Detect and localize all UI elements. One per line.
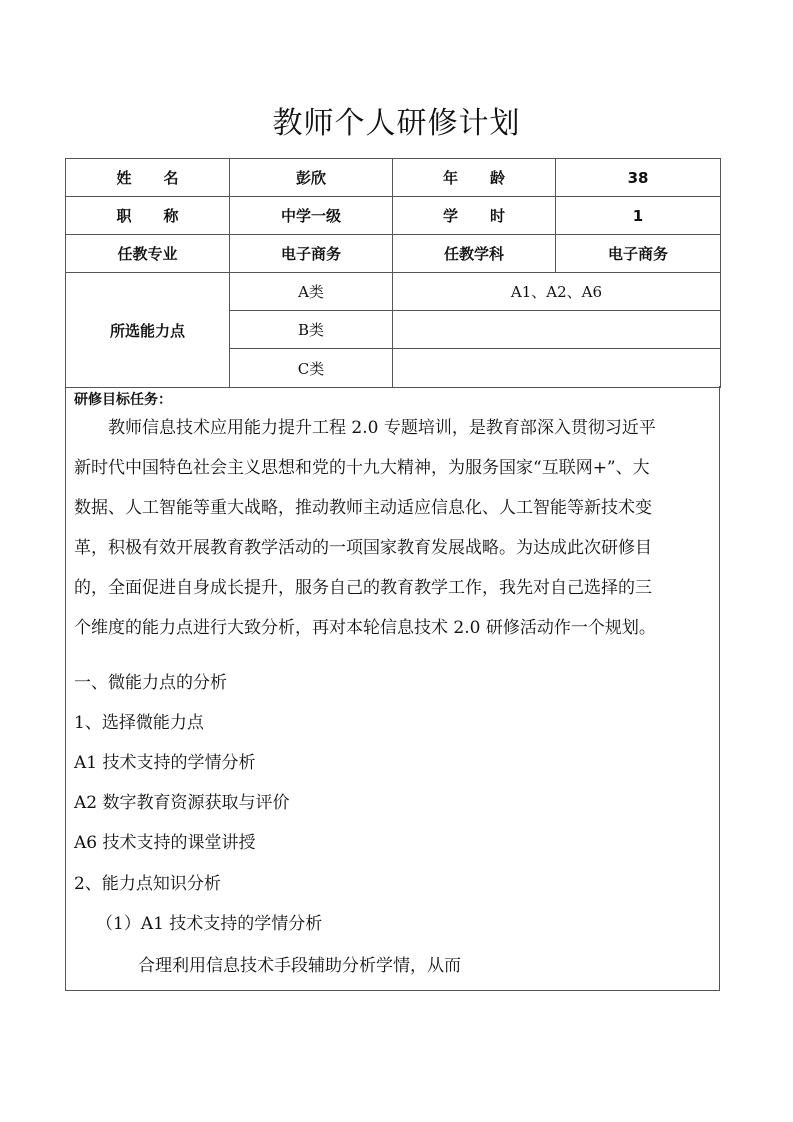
ability-point-item: A1 技术支持的学情分析 <box>74 753 256 773</box>
ability-value-a: A1、A2、A6 <box>393 273 721 311</box>
table-row <box>66 273 721 311</box>
label-char: 称 <box>163 207 179 225</box>
sub-item-1: （1）A1 技术支持的学情分析 <box>96 914 323 934</box>
page-title: 教师个人研修计划 <box>272 106 521 141</box>
ability-value-c <box>393 349 721 388</box>
ability-point-item: A6 技术支持的课堂讲授 <box>74 833 256 853</box>
intro-paragraph <box>74 408 714 648</box>
value-major: 电子商务 <box>230 235 393 273</box>
table-row <box>66 235 721 273</box>
sub-item-1-text: 合理利用信息技术手段辅助分析学情，从而 <box>138 956 461 976</box>
paragraph-line: 的，全面促进自身成长提升，服务自己的教育教学工作，我先对自己选择的三 <box>74 578 652 598</box>
label-major: 任教专业 <box>66 235 230 273</box>
ability-category-a: A类 <box>230 273 393 311</box>
label-char: 龄 <box>489 169 505 187</box>
paragraph-line: 个维度的能力点进行大致分析，再对本轮信息技术 2.0 研修活动作一个规划。 <box>74 618 656 638</box>
section-1-heading: 一、微能力点的分析 <box>74 673 227 693</box>
ability-category-c: C类 <box>230 349 393 388</box>
value-title: 中学一级 <box>230 197 393 235</box>
ability-value-b <box>393 311 721 349</box>
ability-point-item: A2 数字教育资源获取与评价 <box>74 793 290 813</box>
label-char: 名 <box>163 169 179 187</box>
label-char: 学 <box>443 207 459 225</box>
ability-category-b: B类 <box>230 311 393 349</box>
sub-heading-1: 1、选择微能力点 <box>74 713 204 733</box>
value-subject: 电子商务 <box>556 235 721 273</box>
label-name <box>66 159 230 197</box>
table-row <box>66 197 721 235</box>
label-ability-points: 所选能力点 <box>66 273 230 388</box>
label-char: 姓 <box>116 169 132 187</box>
info-table <box>65 158 721 388</box>
label-title <box>66 197 230 235</box>
content-section <box>65 386 720 991</box>
label-char: 时 <box>489 207 505 225</box>
value-hours: 1 <box>556 197 721 235</box>
label-subject: 任教学科 <box>393 235 556 273</box>
label-char: 年 <box>443 169 459 187</box>
paragraph-line: 新时代中国特色社会主义思想和党的十九大精神，为服务国家“互联网+”、大 <box>74 458 650 478</box>
value-age: 38 <box>556 159 721 197</box>
sub-heading-2: 2、能力点知识分析 <box>74 874 221 894</box>
label-age <box>393 159 556 197</box>
paragraph-line: 革，积极有效开展教育教学活动的一项国家教育发展战略。为达成此次研修目 <box>74 538 652 558</box>
label-hours <box>393 197 556 235</box>
paragraph-line: 数据、人工智能等重大战略，推动教师主动适应信息化、人工智能等新技术变 <box>74 498 652 518</box>
section-heading: 研修目标任务： <box>74 392 172 408</box>
label-char: 职 <box>116 207 132 225</box>
paragraph-line: 教师信息技术应用能力提升工程 2.0 专题培训，是教育部深入贯彻习近平 <box>74 418 656 438</box>
table-row <box>66 159 721 197</box>
value-name: 彭欣 <box>230 159 393 197</box>
